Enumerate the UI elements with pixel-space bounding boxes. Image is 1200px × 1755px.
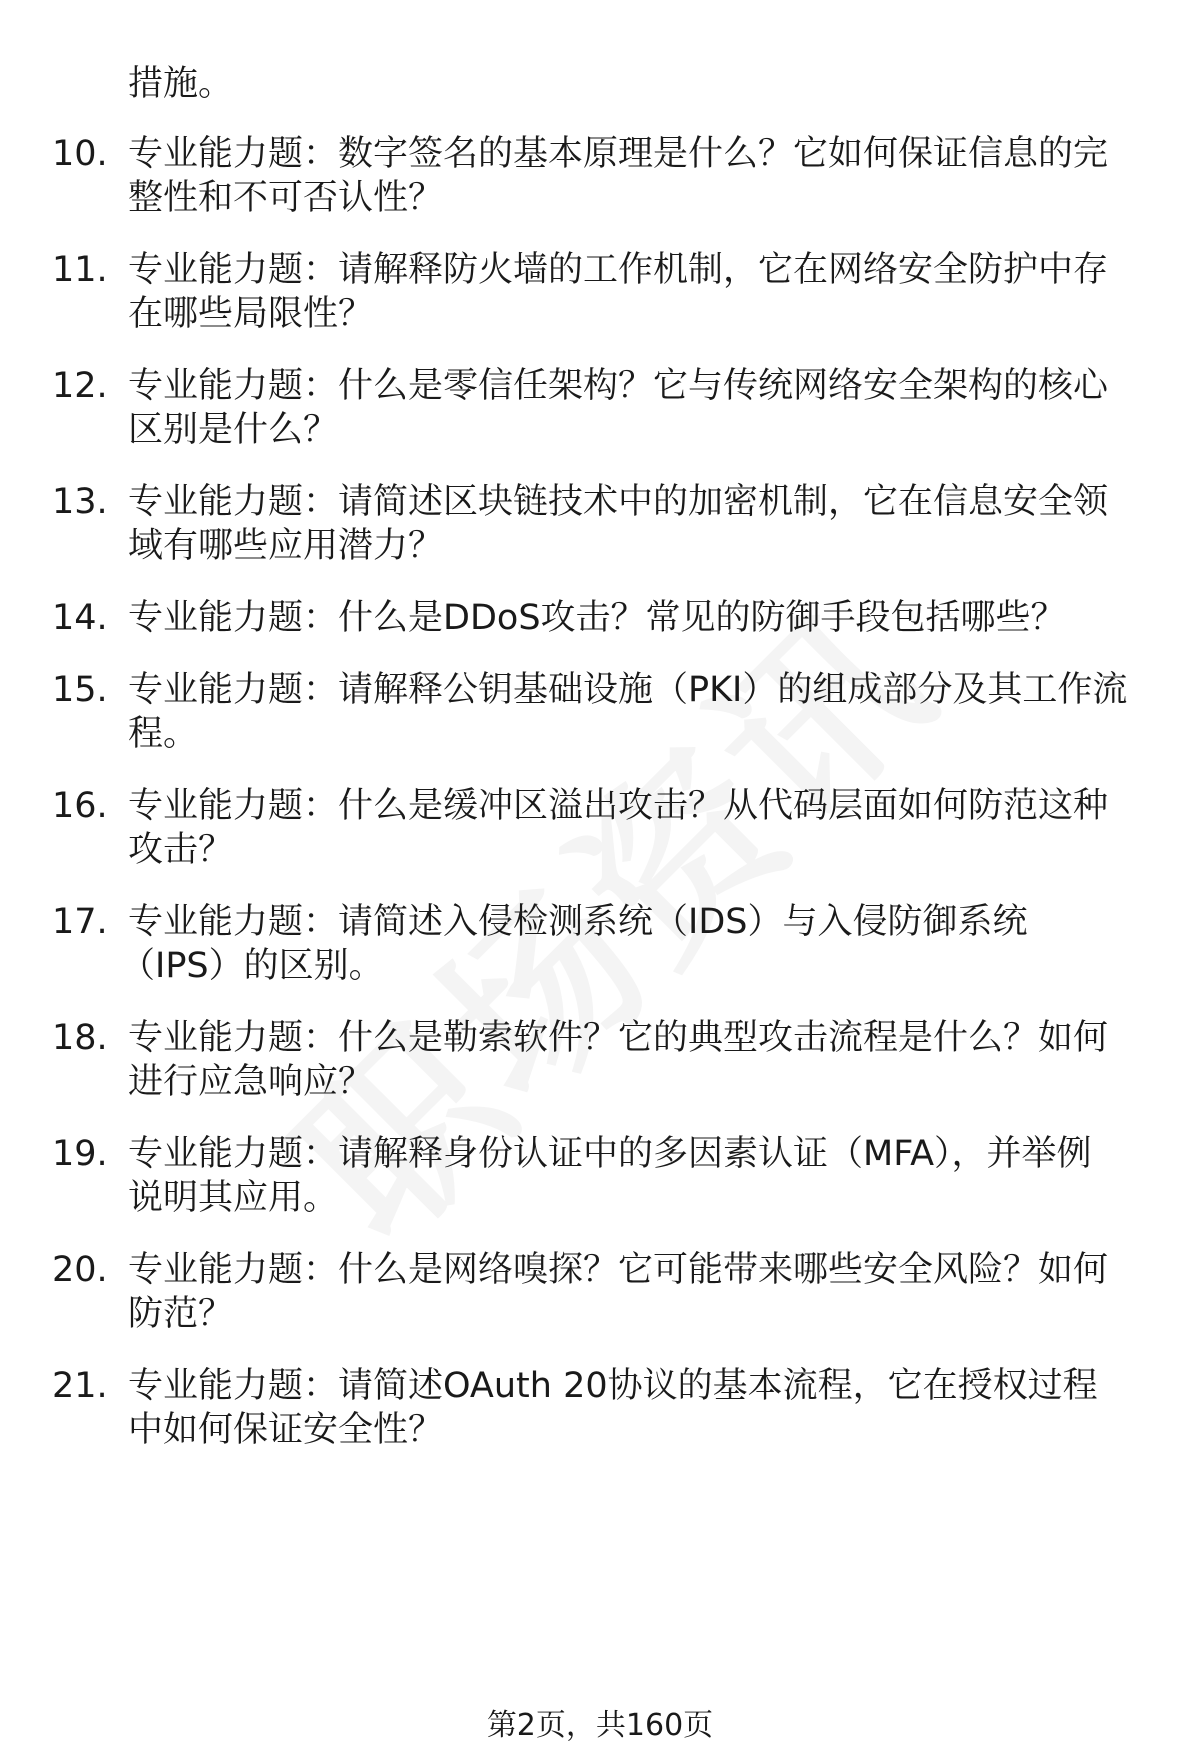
question-line: 在哪些局限性？ [128,294,374,334]
question-number: 12. [52,366,108,406]
question-line: 域有哪些应用潜力？ [128,526,444,566]
question-line: 专业能力题：请简述区块链技术中的加密机制，它在信息安全领 [128,482,1109,522]
question-line: 专业能力题：什么是缓冲区溢出攻击？从代码层面如何防范这种 [128,786,1109,826]
question-number: 17. [52,902,108,942]
question-number: 18. [52,1018,108,1058]
question-line: 专业能力题：什么是零信任架构？它与传统网络安全架构的核心 [128,366,1109,406]
question-number: 21. [52,1366,108,1406]
question-number: 11. [52,250,108,290]
question-line: 整性和不可否认性？ [128,178,444,218]
question-number: 13. [52,482,108,522]
question-number: 14. [52,598,108,638]
question-line: 专业能力题：请解释防火墙的工作机制，它在网络安全防护中存 [128,250,1109,290]
question-line: 程。 [128,714,199,754]
question-line: 防范？ [128,1294,234,1334]
question-line: （IPS）的区别。 [120,946,384,986]
page-footer: 第2页，共160页 [486,1708,714,1743]
question-line: 专业能力题：什么是勒索软件？它的典型攻击流程是什么？如何 [128,1018,1109,1058]
question-line: 专业能力题：什么是DDoS攻击？常见的防御手段包括哪些？ [128,598,1066,638]
question-line: 中如何保证安全性？ [128,1410,444,1450]
question-number: 19. [52,1134,108,1174]
question-line: 专业能力题：请解释公钥基础设施（PKI）的组成部分及其工作流 [128,670,1128,710]
continuation-text: 措施。 [128,64,234,104]
question-number: 10. [52,134,108,174]
question-line: 专业能力题：数字签名的基本原理是什么？它如何保证信息的完 [128,134,1109,174]
question-line: 专业能力题：什么是网络嗅探？它可能带来哪些安全风险？如何 [128,1250,1109,1290]
question-line: 区别是什么？ [128,410,339,450]
question-line: 专业能力题：请解释身份认证中的多因素认证（MFA），并举例 [128,1134,1092,1174]
question-line: 专业能力题：请简述OAuth 20协议的基本流程，它在授权过程 [128,1366,1098,1406]
question-number: 20. [52,1250,108,1290]
question-line: 专业能力题：请简述入侵检测系统（IDS）与入侵防御系统 [128,902,1028,942]
question-line: 说明其应用。 [128,1178,339,1218]
question-number: 15. [52,670,108,710]
question-number: 16. [52,786,108,826]
question-line: 进行应急响应？ [128,1062,374,1102]
question-line: 攻击？ [128,830,234,870]
